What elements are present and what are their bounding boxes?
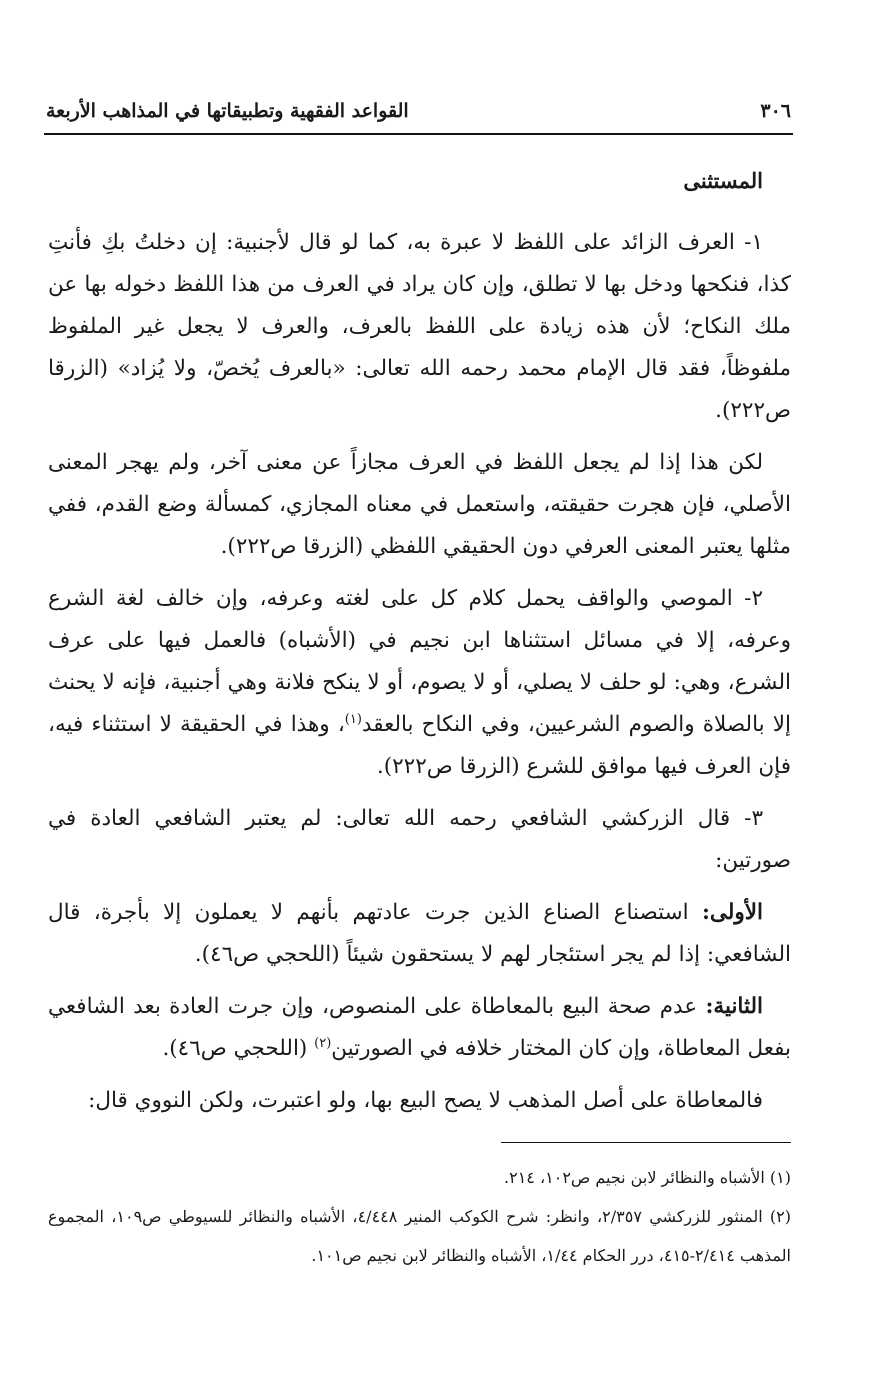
footnote-ref-1[interactable]: (١) xyxy=(344,711,362,727)
page-number: ٣٠٦ xyxy=(760,100,791,122)
running-title: القواعد الفقهية وتطبيقاتها في المذاهب الأربعة xyxy=(46,100,409,122)
paragraph-5-text: استصناع الصناع الذين جرت عادتهم بأنهم لا يعملون إلا بأجرة، قال الشافعي: إذا لم يجر استئجار لهم لا يستحقون شيئاً (اللحجي ص٤٦). xyxy=(48,900,791,967)
paragraph-6-text-cont: (اللحجي ص٤٦). xyxy=(162,1036,315,1061)
paragraph-1: ١- العرف الزائد على اللفظ لا عبرة به، كما لو قال لأجنبية: إن دخلتُ بكِ فأنتِ كذا، فنكحها ودخل بها لا تطلق، وإن كان يراد في العرف من هذا اللفظ دخوله بها عن ملك النكاح؛ لأن هذه زيادة على اللفظ بالعرف، والعرف لا يجعل غير الملفوظ ملفوظاً، فقد قال الإمام محمد رحمه الله تعالى: «بالعرف يُخصّ، ولا يُزاد» (الزرقا ص٢٢٢). xyxy=(48,230,791,423)
paragraph-5 xyxy=(48,892,791,976)
running-header xyxy=(46,94,791,128)
footnote-1: (١) الأشباه والنظائر لابن نجيم ص١٠٢، ٢١٤. xyxy=(504,1168,791,1187)
footnote-rule xyxy=(501,1142,791,1143)
paragraph-5-label: الأولى: xyxy=(701,900,763,925)
paragraph-6 xyxy=(48,986,791,1070)
paragraph-6-label: الثانية: xyxy=(705,994,763,1019)
header-rule xyxy=(44,133,793,135)
footnotes xyxy=(48,1158,791,1275)
paragraph-3 xyxy=(48,578,791,788)
paragraph-2: لكن هذا إذا لم يجعل اللفظ في العرف مجازاً عن معنى آخر، ولم يهجر المعنى الأصلي، فإن هجرت حقيقته، واستعمل في معناه المجازي، كمسألة وضع القدم، ففي مثلها يعتبر المعنى العرفي دون الحقيقي اللفظي (الزرقا ص٢٢٢). xyxy=(48,450,791,559)
footnote-2: (٢) المنثور للزركشي ٢/٣٥٧، وانظر: شرح الكوكب المنير ٤/٤٤٨، الأشباه والنظائر للسيوطي ص١٠٩، المجموع المذهب ٢/٤١٤-٤١٥، درر الحكام ١/٤٤، الأشباه والنظائر لابن نجيم ص١٠١. xyxy=(48,1207,791,1265)
section-heading: المستثنى xyxy=(683,168,763,193)
paragraph-4: ٣- قال الزركشي الشافعي رحمه الله تعالى: لم يعتبر الشافعي العادة في صورتين: xyxy=(48,806,791,873)
paragraph-6-text: عدم صحة البيع بالمعاطاة على المنصوص، وإن جرت العادة بعد الشافعي بفعل المعاطاة، وإن كان المختار خلافه في الصورتين xyxy=(48,994,791,1061)
footnote-ref-2[interactable]: (٢) xyxy=(314,1035,332,1051)
paragraph-7: فالمعاطاة على أصل المذهب لا يصح البيع بها، ولو اعتبرت، ولكن النووي قال: xyxy=(88,1088,763,1113)
body-text xyxy=(48,222,791,1132)
paragraph-3-text: ٢- الموصي والواقف يحمل كلام كل على لغته وعرفه، وإن خالف لغة الشرع وعرفه، إلا في مسائل استثناها ابن نجيم في (الأشباه) فالعمل فيها على عرف الشرع، وهي: لو حلف لا يصلي، أو لا يصوم، أو لا ينكح فلانة وهي أجنبية، فإنه لا يحنث إلا بالصلاة والصوم الشرعيين، وفي النكاح بالعقد xyxy=(48,586,791,737)
paragraph-3-text-cont: ، وهذا في الحقيقة لا استثناء فيه، فإن العرف فيها موافق للشرع (الزرقا ص٢٢٢). xyxy=(48,712,791,779)
